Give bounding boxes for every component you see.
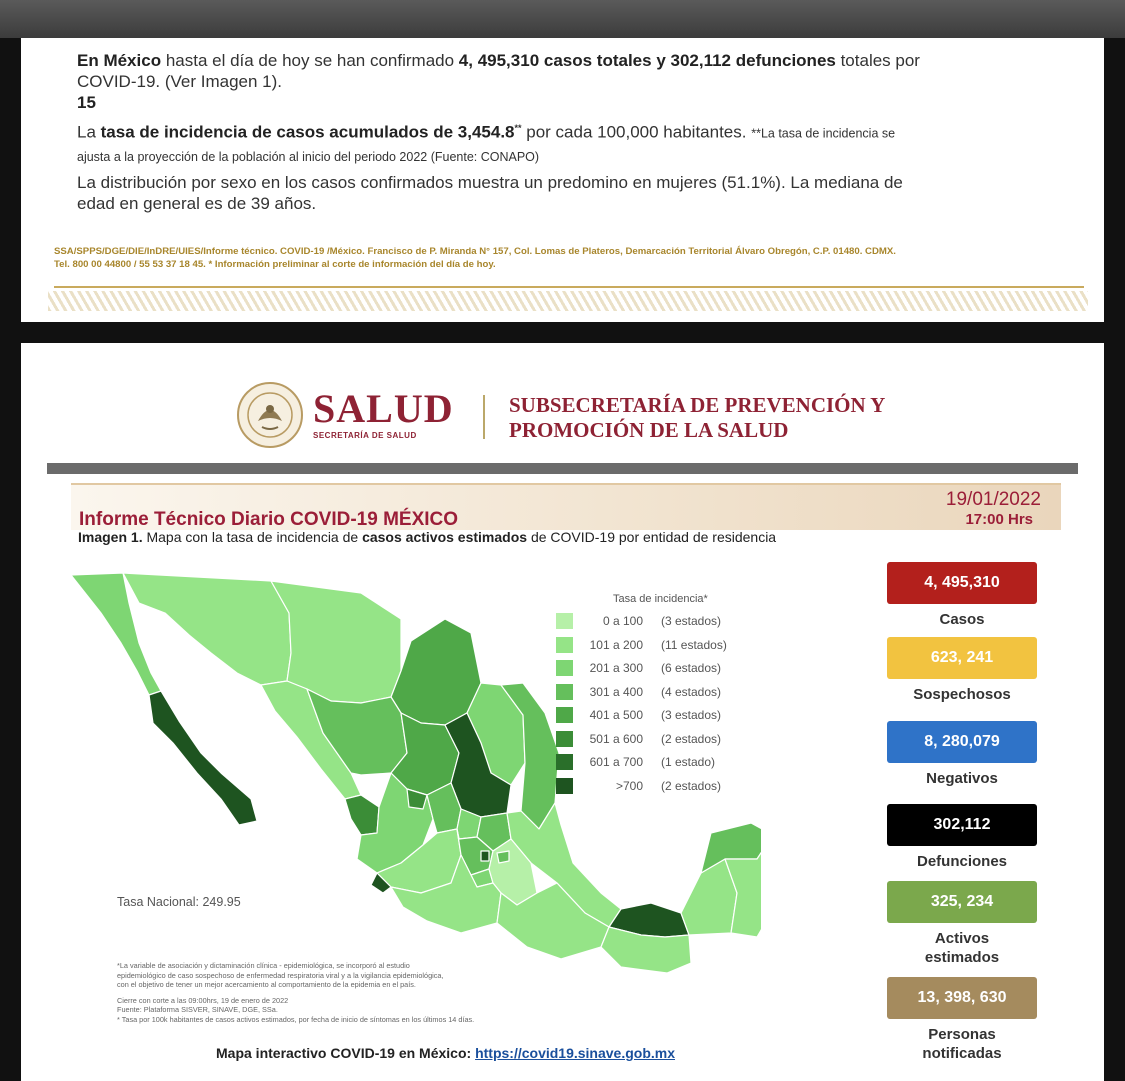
legend-range: 601 a 700 [589, 755, 643, 769]
stat-value: 302,112 [887, 804, 1037, 846]
distribution-paragraph [77, 172, 903, 214]
distribution-line-2: edad en general es de 39 años. [77, 194, 317, 213]
legend-title: Tasa de incidencia* [613, 593, 708, 605]
state-tlaxcala [497, 851, 509, 863]
legend-range: 301 a 400 [589, 684, 643, 699]
legend-swatch [556, 613, 573, 629]
report-title-bar [71, 483, 1061, 530]
note-line: *La variable de asociación y dictaminación clínica - epidemiológica, se incorporó al estudio [117, 961, 410, 970]
stat-label: Negativos [926, 770, 998, 787]
map-link[interactable]: https://covid19.sinave.gob.mx [475, 1045, 676, 1061]
note-line: con el objetivo de tener un mejor acercamiento al comportamiento de la epidemia en el país. [117, 980, 416, 990]
legend-row [556, 613, 736, 631]
stat-value: 4, 495,310 [887, 562, 1037, 604]
legend-swatch [556, 754, 573, 770]
summary-text: hasta el día de hoy se han confirmado [161, 51, 459, 70]
caption-label: Imagen 1. [78, 529, 143, 545]
legend-count: (2 estados) [661, 778, 722, 793]
incidence-note-1: **La tasa de incidencia se [751, 126, 896, 141]
note-line: Fuente: Plataforma SISVER, SINAVE, DGE, SSa. [117, 1005, 278, 1015]
legend-range: 401 a 500 [589, 708, 643, 722]
note-line: * Tasa por 100k habitantes de casos activos estimados, por fecha de inicio de síntomas en los últimos 14 días. [117, 1014, 475, 1024]
decorative-pattern [48, 291, 1088, 311]
distribution-line-1: La distribución por sexo en los casos confirmados muestra un predomino en mujeres (51.1%). La mediana de [77, 173, 903, 192]
legend-count: (3 estados) [661, 614, 722, 628]
map-notes [117, 961, 547, 1025]
legend-row [556, 637, 736, 655]
incidence-rate: tasa de incidencia de casos acumulados de 3,454.8 [100, 122, 515, 142]
header-gray-bar [47, 463, 1078, 474]
incidence-paragraph [77, 118, 895, 168]
subsecretaria-title [509, 393, 885, 443]
legend-row [556, 731, 736, 749]
state-cdmx [481, 851, 489, 861]
state-nayarit [345, 795, 379, 835]
legend-range: >700 [615, 778, 643, 793]
summary-text-end: totales por [835, 51, 920, 70]
legend-count: (1 estado) [661, 755, 716, 769]
legend-row [556, 660, 736, 678]
legend-range: 101 a 200 [589, 637, 643, 652]
stat-label: Sospechosos [913, 686, 1011, 703]
legend-count: (4 estados) [661, 684, 722, 699]
stat-label: Personas notificadas [922, 1026, 1002, 1062]
stat-value: 623, 241 [887, 637, 1037, 679]
subsecretaria-line-1: SUBSECRETARÍA DE PREVENCIÓN Y [509, 393, 886, 417]
footer-divider [54, 286, 1084, 288]
note-line: epidemiológico de caso sospechoso de enfermedad respiratoria viral y a la vigilancia epidemiológica, [117, 970, 444, 980]
legend-swatch [556, 778, 573, 794]
legend-swatch [556, 684, 573, 700]
incidence-text: por cada 100,000 habitantes. [521, 122, 752, 142]
map-caption [78, 529, 776, 545]
report-time: 17:00 Hrs [965, 511, 1033, 528]
state-coahuila [391, 619, 481, 725]
stat-label: Activos estimados [924, 930, 1000, 966]
legend-count: (3 estados) [661, 708, 722, 722]
legend-swatch [556, 637, 573, 653]
report-title: Informe Técnico Diario COVID-19 MÉXICO [79, 509, 459, 530]
legend-row [556, 707, 736, 725]
legend-range: 201 a 300 [589, 661, 643, 675]
caption-text-end: de COVID-19 por entidad de residencia [527, 529, 777, 545]
legend-count: (11 estados) [661, 637, 727, 652]
report-date: 19/01/2022 [945, 489, 1041, 510]
caption-text: Mapa con la tasa de incidencia de [142, 529, 363, 545]
note-line: Cierre con corte a las 09:00hrs, 19 de enero de 2022 [117, 995, 289, 1005]
window-top-bar [0, 0, 1125, 38]
legend-row [556, 684, 736, 702]
secretaria-text: SECRETARÍA DE SALUD [313, 431, 417, 440]
incidence-lead: La [77, 122, 101, 142]
legend-swatch [556, 660, 573, 676]
summary-figures: 4, 495,310 casos totales y 302,112 defunciones [458, 51, 836, 70]
legend-range: 501 a 600 [589, 731, 643, 746]
footer-line-1: SSA/SPPS/DGE/DIE/InDRE/UIES/Informe técnico. COVID-19 /México. Francisco de P. Miranda N° 157, Col. Lomas de Plateros, Demarcación Territorial Álvaro Obregón, C.P. 01480. CDMX. [54, 246, 896, 257]
salud-logo-text: SALUD [313, 386, 454, 431]
header-separator [483, 395, 485, 439]
mexico-seal-icon [236, 381, 304, 449]
incidence-sup: ** [514, 123, 522, 133]
stat-value: 325, 234 [887, 881, 1037, 923]
stat-value: 8, 280,079 [887, 721, 1037, 763]
stat-value: 13, 398, 630 [887, 977, 1037, 1019]
legend-swatch [556, 731, 573, 747]
map-link-line [216, 1045, 675, 1061]
subsecretaria-line-2: PROMOCIÓN DE LA SALUD [509, 418, 789, 442]
legend-range: 0 a 100 [602, 614, 643, 628]
state-baja-california-sur [149, 691, 257, 825]
caption-emphasis: casos activos estimados [362, 529, 528, 545]
footer-line-2: Tel. 800 00 44800 / 55 53 37 18 45. * Información preliminar al corte de información del día de hoy. [54, 259, 496, 270]
legend-swatch [556, 707, 573, 723]
incidence-note-2: ajusta a la proyección de la población al inicio del periodo 2022 (Fuente: CONAPO) [77, 149, 540, 164]
summary-line-2: COVID-19. (Ver Imagen 1). [77, 72, 283, 91]
legend-count: (2 estados) [661, 731, 722, 746]
map-link-label: Mapa interactivo COVID-19 en México: [216, 1045, 476, 1061]
document-page-1 [21, 38, 1104, 322]
page-number: 15 [77, 93, 96, 112]
stat-label: Casos [939, 611, 985, 628]
summary-paragraph [77, 50, 920, 113]
stat-label: Defunciones [916, 853, 1007, 870]
legend-count: (6 estados) [661, 661, 722, 675]
legend-row [556, 754, 736, 772]
summary-lead: En México [77, 51, 162, 70]
legend-row [556, 778, 736, 796]
document-page-2 [21, 343, 1104, 1081]
national-rate: Tasa Nacional: 249.95 [117, 895, 241, 909]
